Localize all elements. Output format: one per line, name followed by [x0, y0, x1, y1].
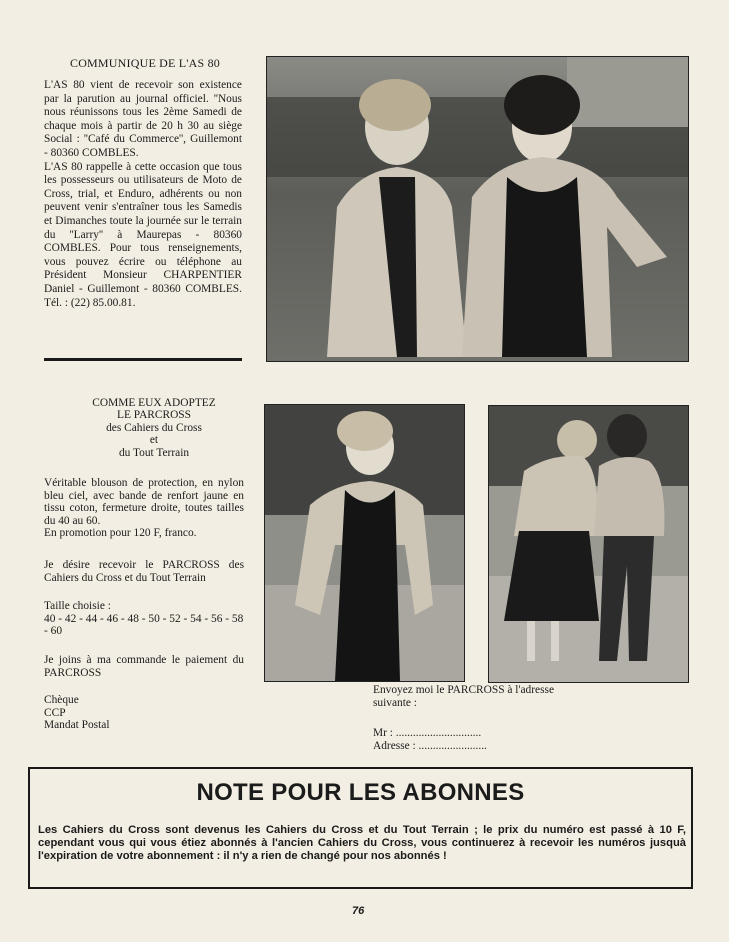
photo-two-women-back	[488, 405, 689, 683]
communique-paragraph-2: L'AS 80 rappelle à cette occasion que tous les possesseurs ou utilisateurs de Moto de Cross, trial, et Enduro, adhérents ou non peuvent venir s'entraîner tous les Samedis et Dimanches toute la journée sur le terrain du ''Larry'' à Maurepas - 80360 COMBLES. Pour tous renseignements, vous pouvez écrire ou téléphone au Président Monsieur CHARPENTIER Daniel - Guillemont - 80360 COMBLES. Tél. : (22) 85.00.81.	[44, 160, 242, 309]
section-divider	[44, 358, 242, 361]
photo-woman-jacket-front	[264, 404, 465, 682]
description-text: Véritable blouson de protection, en nylon bleu ciel, avec bande de renfort jaune en tissu coton, fermeture droite, toutes tailles du 40 au 60.	[44, 477, 244, 527]
order-name-field[interactable]: Mr : ..............................	[373, 727, 482, 739]
size-options: 40 - 42 - 44 - 46 - 48 - 50 - 52 - 54 - 56 - 58 - 60	[44, 612, 244, 638]
order-address-field[interactable]: Adresse : ........................	[373, 740, 487, 752]
communique-paragraph-1: L'AS 80 vient de recevoir son existence par la parution au journal officiel. ''Nous nous réunissons tous les 2ème Samedi de chaque mois à partir de 20 h 30 au siège Social : ''Café du Commerce'', Guillemont - 80360 COMBLES.	[44, 79, 242, 159]
adopt-title-line-3: des Cahiers du Cross	[106, 421, 202, 434]
subscriber-note-box	[28, 767, 693, 889]
promo-text: En promotion pour 120 F, franco.	[44, 527, 197, 540]
communique-body	[44, 79, 242, 310]
adopt-title	[44, 397, 264, 459]
adopt-title-line-2: LE PARCROSS	[117, 409, 191, 422]
note-title: NOTE POUR LES ABONNES	[196, 779, 525, 806]
order-instruction: Envoyez moi le PARCROSS à l'adresse suivante :	[373, 684, 555, 709]
payment-ccp: CCP	[44, 706, 66, 719]
payment-mandat: Mandat Postal	[44, 719, 110, 732]
photo-two-women	[266, 56, 689, 362]
payment-cheque: Chèque	[44, 694, 79, 706]
payment-intro: Je joins à ma commande le paiement du PARCROSS	[44, 654, 244, 679]
communique-title: COMMUNIQUE DE L'AS 80	[69, 56, 221, 70]
product-description	[44, 477, 244, 540]
page-number: 76	[352, 905, 365, 917]
payment-methods	[44, 694, 244, 732]
size-block	[44, 600, 244, 638]
note-text: Les Cahiers du Cross sont devenus les Cahiers du Cross et du Tout Terrain ; le prix du numéro est passé à 10 F, cependant vous qui vous étiez abonnés à l'ancien Cahiers du Cross, vous continuerez à recevoir les numéros jusquà l'expiration de votre abonnement : il n'y a rien de changé pour nos abonnés !	[38, 824, 686, 863]
desire-text: Je désire recevoir le PARCROSS des Cahiers du Cross et du Tout Terrain	[44, 559, 244, 584]
adopt-title-line-5: du Tout Terrain	[118, 446, 190, 459]
adopt-title-line-4: et	[149, 434, 159, 447]
size-label: Taille choisie :	[44, 600, 111, 612]
adopt-title-line-1: COMME EUX ADOPTEZ	[92, 397, 216, 409]
